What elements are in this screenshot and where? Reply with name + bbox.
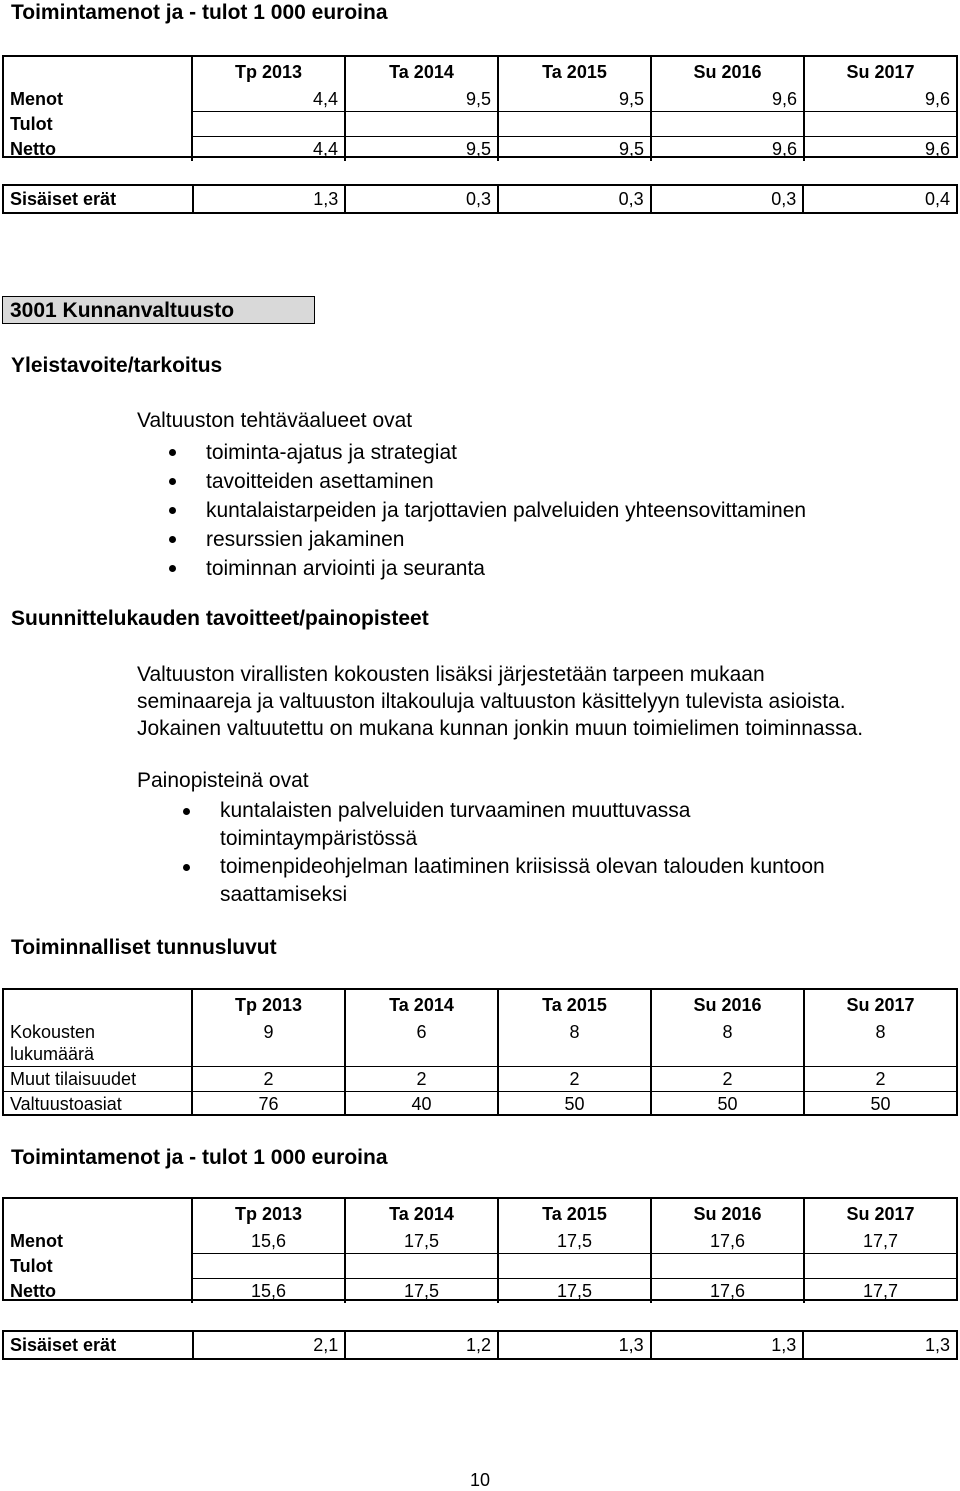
col-header: Ta 2015: [498, 1199, 651, 1229]
bullet-icon: [169, 449, 176, 456]
department-title: 3001 Kunnanvaltuusto: [2, 296, 315, 324]
cell: 4,4: [192, 137, 345, 162]
cell: 1,2: [345, 1331, 498, 1359]
cell: 0,3: [651, 185, 804, 213]
cell: 1,3: [193, 185, 346, 213]
cell: 2: [345, 1067, 498, 1092]
cell: [651, 1254, 804, 1279]
paragraph-line: Jokainen valtuutettu on mukana kunnan jonkin muun toimielimen toiminnassa.: [137, 717, 864, 740]
cell: 17,5: [345, 1229, 498, 1254]
cell: [804, 1254, 956, 1279]
col-header: Su 2017: [804, 1199, 956, 1229]
list-item: resurssien jakaminen: [206, 525, 806, 554]
cell: [192, 112, 345, 137]
goals-heading: Suunnittelukauden tavoitteet/painopisteet: [11, 607, 429, 630]
list-item: tavoitteiden asettaminen: [206, 467, 806, 496]
list-item: toimenpideohjelman laatiminen kriisissä olevan talouden kuntoon saattamiseksi: [220, 853, 825, 909]
bullet-icon: [169, 507, 176, 514]
bullet-icon: [183, 808, 190, 815]
col-header: Su 2016: [651, 990, 804, 1020]
metrics-table: [2, 988, 958, 1116]
row-label: Muut tilaisuudet: [4, 1067, 192, 1092]
cell: 17,6: [651, 1229, 804, 1254]
table-row: [4, 1020, 956, 1067]
cell: 40: [345, 1092, 498, 1117]
cell: 50: [498, 1092, 651, 1117]
internal-items-table-2: [2, 1330, 958, 1360]
table-row: [4, 1092, 956, 1117]
cell: 1,3: [803, 1331, 957, 1359]
cell: 15,6: [192, 1279, 345, 1304]
col-header: Su 2016: [651, 1199, 804, 1229]
cell: 2: [804, 1067, 956, 1092]
col-header: Ta 2014: [345, 1199, 498, 1229]
finance-table-2: [2, 1197, 958, 1301]
cell: 9,6: [651, 137, 804, 162]
goals-paragraph: [137, 661, 863, 742]
metrics-heading: Toiminnalliset tunnusluvut: [11, 936, 277, 959]
cell: 0,3: [345, 185, 498, 213]
cell: 50: [651, 1092, 804, 1117]
cell: 1,3: [498, 1331, 651, 1359]
paragraph-line: seminaareja ja valtuuston iltakouluja valtuuston käsittelyyn tulevista asioista.: [137, 690, 846, 713]
cell: 1,3: [651, 1331, 804, 1359]
bullet-icon: [169, 478, 176, 485]
cell: 8: [651, 1020, 804, 1067]
cell: 9,5: [345, 87, 498, 112]
table-row: [4, 1229, 956, 1254]
cell: [345, 1254, 498, 1279]
cell: 2: [498, 1067, 651, 1092]
purpose-list: [206, 438, 806, 583]
finance-table-1: [2, 55, 958, 158]
cell: 17,7: [804, 1229, 956, 1254]
purpose-intro: Valtuuston tehtäväalueet ovat: [137, 409, 413, 432]
col-header: Ta 2014: [345, 990, 498, 1020]
cell: 15,6: [192, 1229, 345, 1254]
col-header: Tp 2013: [192, 990, 345, 1020]
cell: [345, 112, 498, 137]
row-label: Sisäiset erät: [3, 185, 193, 213]
row-label: Sisäiset erät: [3, 1331, 193, 1359]
table-row: [4, 137, 956, 162]
cell: 9,5: [498, 87, 651, 112]
row-label: Menot: [10, 1231, 63, 1252]
table-row: [3, 185, 957, 213]
cell: 50: [804, 1092, 956, 1117]
cell: [804, 112, 956, 137]
row-label: Valtuustoasiat: [10, 1094, 122, 1114]
cell: 17,5: [498, 1229, 651, 1254]
row-label: Kokousten lukumäärä: [4, 1020, 192, 1067]
cell: 9,5: [498, 137, 651, 162]
cell: 9,5: [345, 137, 498, 162]
table-row: [3, 1331, 957, 1359]
col-header: Tp 2013: [192, 1199, 345, 1229]
cell: 17,7: [804, 1279, 956, 1304]
purpose-heading: Yleistavoite/tarkoitus: [11, 354, 223, 377]
cell: [192, 1254, 345, 1279]
bullet-icon: [183, 864, 190, 871]
list-item: toiminnan arviointi ja seuranta: [206, 554, 806, 583]
list-item: toiminta-ajatus ja strategiat: [206, 438, 806, 467]
list-item: kuntalaistarpeiden ja tarjottavien palveluiden yhteensovittaminen: [206, 496, 806, 525]
cell: 17,6: [651, 1279, 804, 1304]
cell: 8: [804, 1020, 956, 1067]
finance-title-2: Toimintamenot ja - tulot 1 000 euroina: [11, 1146, 388, 1169]
table-row: [4, 1279, 956, 1304]
col-header: Su 2017: [804, 57, 956, 87]
cell: 2: [192, 1067, 345, 1092]
col-header: Su 2016: [651, 57, 804, 87]
list-item: kuntalaisten palveluiden turvaaminen muuttuvassa toimintaympäristössä: [220, 797, 825, 853]
table-row: [4, 87, 956, 112]
table-row: [4, 112, 956, 137]
cell: [651, 112, 804, 137]
bullet-icon: [169, 536, 176, 543]
cell: 2,1: [193, 1331, 346, 1359]
cell: 9: [192, 1020, 345, 1067]
paragraph-line: Valtuuston virallisten kokousten lisäksi järjestetään tarpeen mukaan: [137, 663, 765, 686]
page-number: 10: [469, 1470, 491, 1490]
cell: 9,6: [804, 137, 956, 162]
cell: 8: [498, 1020, 651, 1067]
bullet-icon: [169, 565, 176, 572]
row-label: Netto: [10, 1280, 56, 1301]
table-row: [4, 1067, 956, 1092]
col-header: Su 2017: [804, 990, 956, 1020]
cell: 4,4: [192, 87, 345, 112]
focus-intro: Painopisteinä ovat: [137, 769, 309, 792]
table-row: [4, 1254, 956, 1279]
internal-items-table-1: [2, 184, 958, 214]
row-label: Menot: [10, 89, 63, 110]
row-label: Tulot: [10, 114, 53, 134]
cell: 0,4: [803, 185, 957, 213]
row-label: Tulot: [10, 1256, 53, 1276]
col-header: Ta 2015: [498, 990, 651, 1020]
col-header: Ta 2014: [345, 57, 498, 87]
finance-title-1: Toimintamenot ja - tulot 1 000 euroina: [11, 1, 388, 24]
cell: [498, 112, 651, 137]
cell: 9,6: [651, 87, 804, 112]
cell: 17,5: [498, 1279, 651, 1304]
cell: [498, 1254, 651, 1279]
cell: 0,3: [498, 185, 651, 213]
col-header: Ta 2015: [498, 57, 651, 87]
cell: 2: [651, 1067, 804, 1092]
cell: 6: [345, 1020, 498, 1067]
col-header: Tp 2013: [192, 57, 345, 87]
row-label: Netto: [10, 138, 56, 159]
focus-list: [220, 797, 825, 909]
cell: 9,6: [804, 87, 956, 112]
cell: 76: [192, 1092, 345, 1117]
cell: 17,5: [345, 1279, 498, 1304]
